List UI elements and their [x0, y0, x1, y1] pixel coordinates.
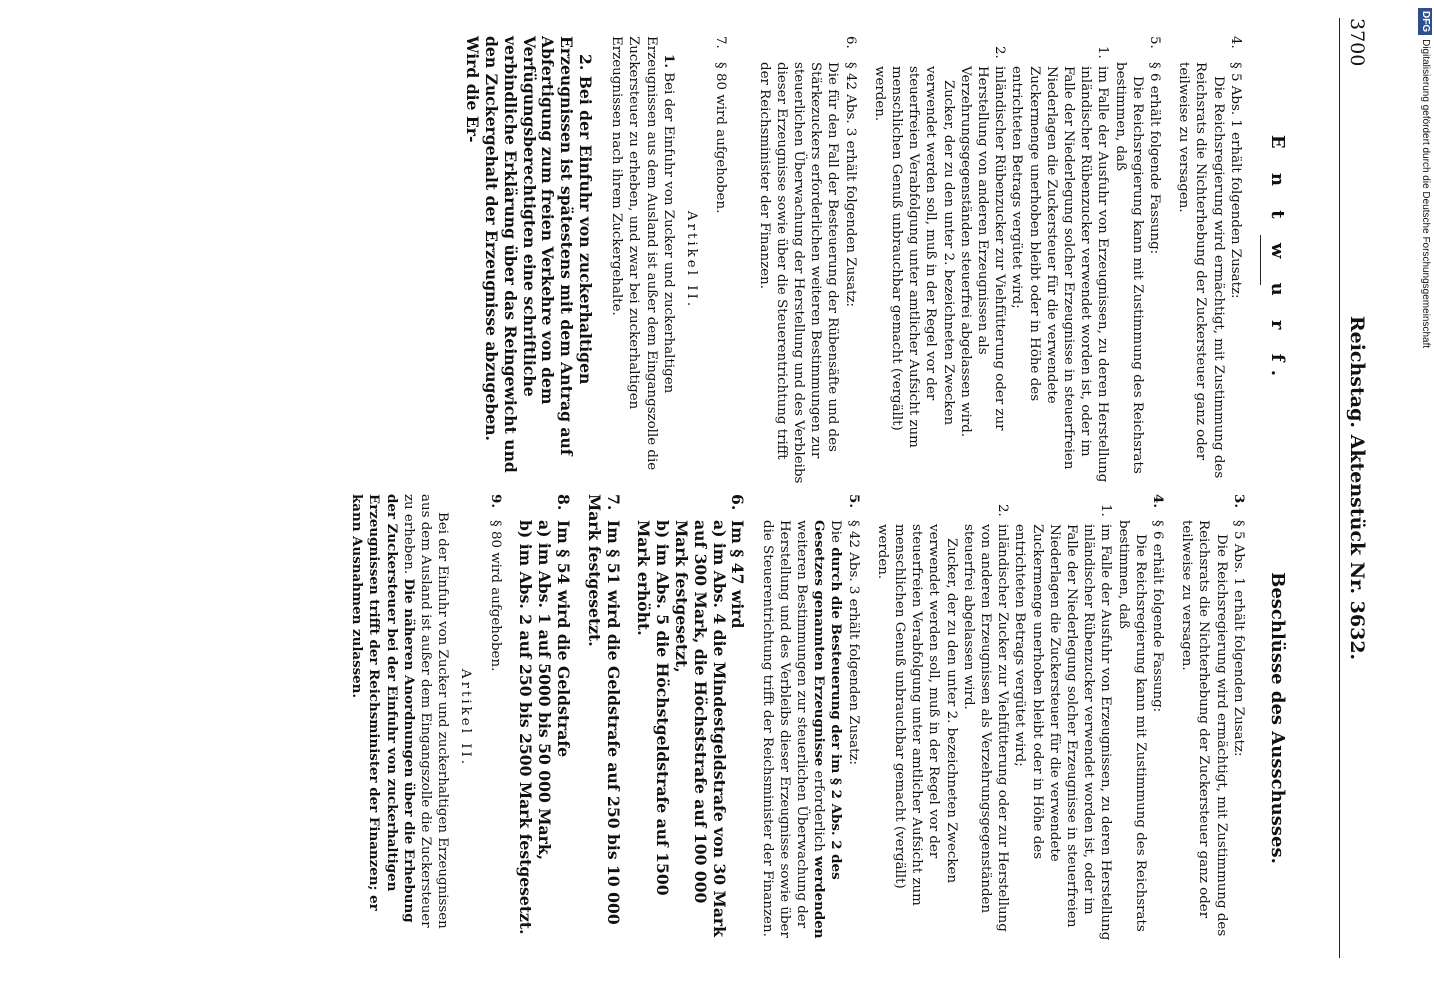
- committee-item-5: [758, 494, 861, 942]
- item-number: 4.: [1149, 494, 1166, 508]
- paragraph-text: Bei der Einfuhr von zuckerhaltigen Erzeugnissen ist spätestens mit dem Antrag auf Abfertigung zum freien Verkehre von dem Verfügungsberechtigten eine schriftliche verbindliche Erklärung über das Reingewicht und den Zuckergehalt der Erzeugnisse abzugeben. Wird die Er-: [463, 36, 596, 473]
- item-text: Die für den Fall der Besteuerung der Rübensäfte und des Stärkezuckers erforderlichen weiteren Bestimmungen zur steuerlichen Überwachung der Herstellung und des Verbleibs dieser Erzeugnisse sowie über die Steuerentrichtung trifft der Reichsminister der Finanzen.: [756, 62, 841, 484]
- sub-item-2-note: Zucker, der zu den unter 2. bezeichneten Zwecken verwendet werden soll, muß in der Regel vor der steuerfreien Verabfolgung unter amtlicher Aufsicht zum menschlichen Genuß unbrauchbar gemacht (vergällt) werden.: [871, 66, 956, 448]
- committee-item-4: [874, 494, 1166, 942]
- sub-item-2: [960, 504, 1012, 942]
- draft-item-7: [712, 36, 729, 484]
- credit-text: Digitalisierung gefördert durch die Deutsche Forschungsgemeinschaft: [1420, 39, 1431, 349]
- item-text: § 80 wird aufgehoben.: [487, 520, 503, 672]
- document-page: [294, 18, 1374, 978]
- item-intro: § 42 Abs. 3 erhält folgenden Zusatz:: [845, 520, 861, 766]
- item-intro: § 5 Abs. 1 erhält folgenden Zusatz:: [1230, 520, 1246, 757]
- credit-text-line: [1418, 8, 1432, 992]
- sub-number: 2.: [995, 504, 1011, 517]
- item-number: 5.: [1146, 36, 1162, 49]
- sub-number: 1.: [1095, 46, 1111, 59]
- item-text: Die Reichsregierung kann mit Zustimmung des Reichsrats bestimmen, daß: [1115, 520, 1148, 932]
- item-number: 5.: [845, 494, 862, 508]
- article-title: Artikel II.: [458, 668, 474, 768]
- article-paragraph-1: [608, 36, 677, 484]
- item-number: 7.: [603, 494, 623, 511]
- sub-number: 1.: [1098, 504, 1114, 517]
- item-number: 3.: [1230, 494, 1247, 508]
- article-paragraph-2: [463, 36, 595, 484]
- paragraph-number: 2.: [576, 54, 596, 71]
- sub-item-1: [1011, 504, 1114, 942]
- amended-text: werdenden: [811, 856, 828, 939]
- item-sub-b: b) im Abs. 5 die Höchstgeldstrafe auf 1500 Mark erhöht.: [634, 520, 673, 896]
- item-text: Im § 51 wird die Geldstrafe auf 250 bis 10 000 Mark festgesetzt.: [584, 494, 623, 925]
- article-title: Artikel II.: [684, 210, 700, 310]
- article-paragraph-1: [348, 494, 451, 942]
- item-text: Die Reichsregierung kann mit Zustimmung des Reichsrats bestimmen, daß: [1112, 62, 1145, 474]
- draft-item-5: [871, 36, 1163, 484]
- committee-item-9: [486, 494, 503, 942]
- page-header: [1339, 18, 1374, 958]
- sub-number: 2.: [992, 46, 1008, 59]
- paragraph-number: 1.: [660, 54, 677, 68]
- committee-item-7: [584, 494, 622, 942]
- item-text: Die Reichsregierung wird ermächtigt, mit Zustimmung des Reichsrats die Nichterhebung der Zuckersteuer ganz oder teilweise zu versagen.: [1179, 520, 1229, 937]
- sub-text: inländischer Zucker zur Viehfütterung oder zur Herstellung von anderen Erzeugnissen als Verzehrungsgegenständen steuerfrei abgelassen wird.: [960, 524, 1011, 932]
- item-number: 9.: [487, 494, 504, 508]
- sub-item-2-note: Zucker, der zu den unter 2. bezeichneten Zwecken verwendet werden soll, muß in der Regel vor der steuerfreien Verabfolgung unter amtlicher Aufsicht zum menschlichen Genuß unbrauchbar gemacht (vergällt) werden.: [874, 524, 959, 906]
- draft-heading: E n t w u r f.: [1267, 134, 1288, 386]
- sub-text: im Falle der Ausfuhr von Erzeugnissen, zu deren Herstellung inländischer Rübenzucker verwendet worden ist, oder im Falle der Niederlegung solcher Erzeugnisse in steuerfreien Niederlagen die Zuckersteuer für die verwendete Zuckermenge unerhoben bleibt oder in Höhe des entrichteten Betrags vergütet wird;: [1009, 66, 1111, 483]
- paragraph-text: Bei der Einfuhr von Zucker und zuckerhaltigen Erzeugnissen aus dem Ausland ist außer dem Eingangszolle die Zuckersteuer zu erheben, und zwar bei zuckerhaltigen Erzeugnissen nach ihrem Zuckergehalte.: [609, 36, 676, 471]
- item-intro: Im § 47 wird: [728, 520, 748, 629]
- heading-rule: [1260, 235, 1261, 285]
- item-sub-b: b) im Abs. 2 auf 250 bis 2500 Mark festgesetzt.: [516, 520, 536, 935]
- page-number: 3700: [1346, 18, 1368, 67]
- amended-text: durch die Besteuerung der im § 2 Abs. 2 des Gesetzes genannten Erzeugnisse: [811, 520, 845, 880]
- item-number: 6.: [728, 494, 748, 511]
- item-sub-a: a) im Abs. 1 auf 5000 bis 50 000 Mark,: [535, 520, 555, 861]
- amended-text: Die näheren Anordnungen über die Erhebung der Zuckersteuer bei der Einfuhr von zuckerhaltigen Erzeugnissen trifft der Reichsminister der Finanzen; er kann Ausnahmen zulassen.: [349, 494, 417, 923]
- dfg-logo: DFG: [1418, 8, 1432, 35]
- item-intro: § 6 erhält folgende Fassung:: [1149, 520, 1165, 713]
- item-text: [758, 520, 844, 942]
- paragraph-text: Bei der Einfuhr von Zucker und zuckerhaltigen Erzeugnissen aus dem Ausland ist außer dem Eingangszolle die Zuckersteuer zu erheben.: [400, 494, 451, 929]
- item-number: 6.: [842, 36, 858, 49]
- item-text: § 80 wird aufgehoben.: [713, 62, 729, 214]
- draft-item-4: [1175, 36, 1244, 484]
- item-intro: Im § 54 wird die Geldstrafe: [553, 520, 573, 758]
- committee-item-3: [1178, 494, 1247, 942]
- sub-item-2: [957, 46, 1009, 484]
- committee-column: [294, 494, 1308, 942]
- item-number: 4.: [1227, 36, 1243, 49]
- item-number: 8.: [553, 494, 573, 511]
- text-run: Die: [828, 520, 844, 548]
- committee-item-8: [516, 494, 572, 942]
- committee-item-6: [634, 494, 747, 942]
- page-title: Reichstag. Aktenstück Nr. 3632.: [1346, 315, 1368, 661]
- text-run: erforderlich: [811, 766, 827, 857]
- sub-text: inländischer Rübenzucker zur Viehfütterung oder zur Herstellung von anderen Erzeugnissen als Verzehrungsgegenständen steuerfrei abgelassen wird.: [957, 66, 1008, 438]
- digitization-credit: [1418, 8, 1432, 992]
- item-intro: § 42 Abs. 3 erhält folgenden Zusatz:: [842, 62, 858, 308]
- sub-item-1: [1008, 46, 1111, 484]
- item-sub-a: a) im Abs. 4 die Mindestgeldstrafe von 30 Mark auf 300 Mark, die Höchststrafe auf 100 000 Mark festgesetzt,: [671, 520, 729, 937]
- item-intro: § 6 erhält folgende Fassung:: [1146, 62, 1162, 255]
- sub-text: im Falle der Ausfuhr von Erzeugnissen, zu deren Herstellung inländischer Rübenzucker verwendet worden ist, oder im Falle der Niederlegung solcher Erzeugnisse in steuerfreien Niederlagen die Zuckersteuer für die verwendete Zuckermenge unerhoben bleibt oder in Höhe des entrichteten Betrags vergütet wird;: [1012, 524, 1114, 941]
- item-number: 7.: [713, 36, 729, 49]
- item-intro: § 5 Abs. 1 erhält folgenden Zusatz:: [1227, 62, 1243, 299]
- text-run: weiteren Bestimmungen zur steuerlichen Überwachung der Herstellung und des Verbleibs dieser Erzeugnisse sowie über die Steuerentrichtung trifft der Reichsminister der Finanzen.: [759, 520, 809, 938]
- draft-item-6: [755, 36, 858, 484]
- draft-column: [294, 36, 1308, 484]
- item-text: Die Reichsregierung wird ermächtigt, mit Zustimmung des Reichsrats die Nichterhebung der Zuckersteuer ganz oder teilweise zu versagen.: [1176, 62, 1226, 479]
- committee-heading: Beschlüsse des Ausschusses.: [1267, 572, 1288, 864]
